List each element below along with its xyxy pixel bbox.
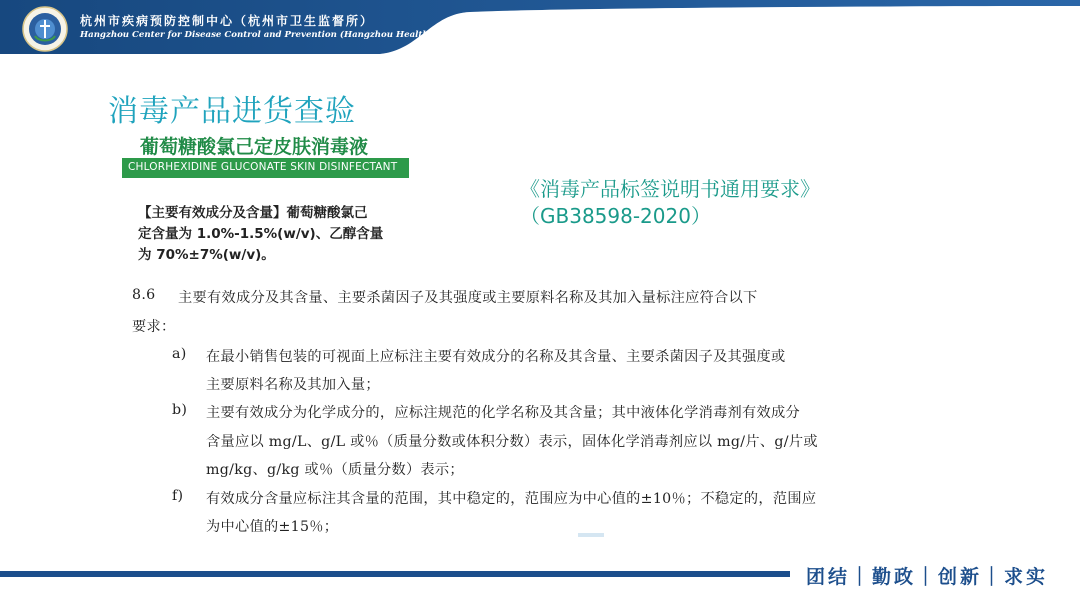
standard-code: （GB38598-2020） xyxy=(520,204,711,228)
footer-line xyxy=(0,571,790,577)
standard-reference xyxy=(520,176,820,230)
org-name-cn: 杭州市疾病预防控制中心（杭州市卫生监督所） xyxy=(80,14,375,28)
org-name-en: Hangzhou Center for Disease Control and Prevention (Hangzhou Health Supervision Institution) xyxy=(80,30,548,40)
product-name-en: CHLORHEXIDINE GLUCONATE SKIN DISINFECTANT xyxy=(128,161,398,173)
clause-number: 8.6 xyxy=(132,287,156,303)
product-label-image xyxy=(118,125,418,275)
clause-line: 主要有效成分为化学成分的，应标注规范的化学名称及其含量；其中液体化学消毒剂有效成分 xyxy=(206,405,800,421)
clause-line: 含量应以 mg/L、g/L 或％（质量分数或体积分数）表示，固体化学消毒剂应以 mg/片、g/片或 xyxy=(206,434,818,450)
cdc-emblem-icon xyxy=(22,6,68,52)
slide-title: 消毒产品进货查验 xyxy=(108,94,356,129)
clause-line: 在最小销售包装的可视面上应标注主要有效成分的名称及其含量、主要杀菌因子及其强度或 xyxy=(206,349,786,365)
clause-line: 主要有效成分及其含量、主要杀菌因子及其强度或主要原料名称及其加入量标注应符合以下 xyxy=(178,290,758,306)
clause-line: 要求： xyxy=(132,319,176,335)
standard-title: 《消毒产品标签说明书通用要求》 xyxy=(520,177,820,201)
clause-line: 为中心值的±15％； xyxy=(206,519,339,535)
ingredients-text xyxy=(138,203,423,266)
ingredients-line: 【主要有效成分及含量】葡萄糖酸氯己 xyxy=(138,205,368,221)
ingredients-line: 为 70%±7%(w/v)。 xyxy=(138,247,275,263)
item-marker: a) xyxy=(172,346,187,362)
header-banner xyxy=(0,0,1080,58)
item-marker: b) xyxy=(172,402,188,418)
clause-line: 有效成分含量应标注其含量的范围，其中稳定的，范围应为中心值的±10％；不稳定的，范围应 xyxy=(206,491,817,507)
item-marker: f) xyxy=(172,488,184,504)
divider xyxy=(578,533,604,537)
clause-line: mg/kg、g/kg 或％（质量分数）表示； xyxy=(206,462,464,478)
ingredients-line: 定含量为 1.0%-1.5%(w/v)、乙醇含量 xyxy=(138,226,384,242)
footer-motto: 团结｜勤政｜创新｜求实 xyxy=(806,566,1049,588)
clause-line: 主要原料名称及其加入量； xyxy=(206,377,380,393)
product-name-cn: 葡萄糖酸氯己定皮肤消毒液 xyxy=(140,136,369,158)
